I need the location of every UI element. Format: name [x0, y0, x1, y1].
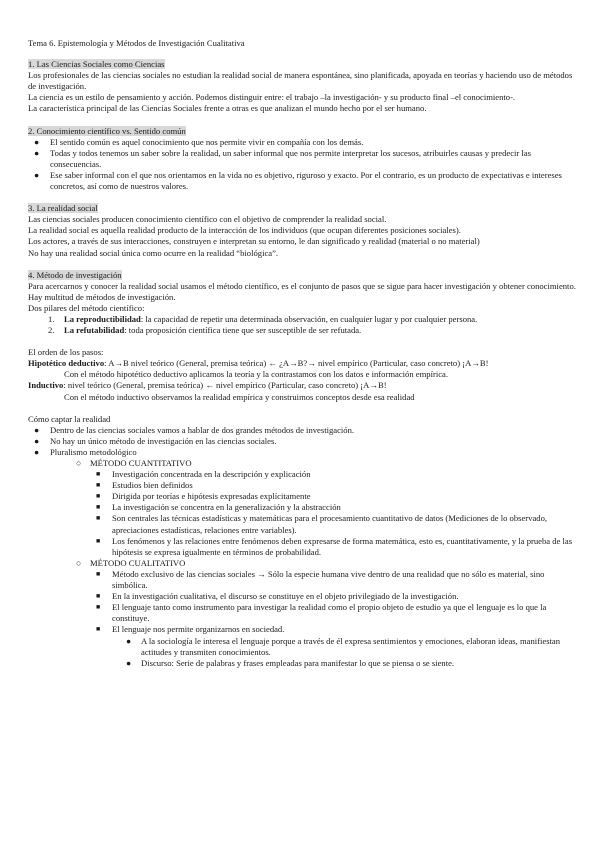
- spacer: [28, 192, 576, 203]
- list-item-text: Todas y todos tenemos un saber sobre la realidad, un saber informal que nos permite interpretar los sucesos, atribuirles causas y predecir las consecuencias.: [50, 147, 531, 169]
- s3-paragraph-3: Los actores, a través de sus interacciones, construyen e interpretan su entorno, le dan significado y realidad (material o no material): [28, 236, 480, 247]
- list-item-text: Son centrales las técnicas estadísticas y matemáticas para el procesamiento cuantitativo de datos (Mediciones de lo observado, apreciaciones estadísticas, relaciones entre variables).: [112, 513, 548, 535]
- s2-bullet-list: [28, 137, 576, 192]
- list-item: [28, 624, 576, 635]
- list-item-text: El lenguaje nos permite organizarnos en sociedad.: [112, 624, 285, 635]
- list-item-text: Pluralismo metodológico: [50, 446, 137, 457]
- inductive-note: Con el método inductivo observamos la realidad empírica y construimos conceptos desde esa realidad: [64, 391, 415, 402]
- list-number: 2.: [48, 325, 55, 336]
- square-bullet-icon: ■: [96, 625, 101, 634]
- square-bullet-icon: ■: [96, 569, 101, 578]
- list-item: [28, 314, 576, 325]
- s4-pillars-intro: Dos pilares del método científico:: [28, 302, 145, 313]
- list-item: [28, 469, 576, 480]
- list-item: [28, 325, 576, 336]
- list-item: [28, 502, 576, 513]
- inductive-text: : nivel teórico (General, premisa teórica) ← nivel empírico (Particular, caso concreto) ¡A→B!: [63, 380, 387, 391]
- list-item: [28, 425, 576, 436]
- section-2-heading-text: 2. Conocimiento científico vs. Sentido común: [28, 125, 186, 136]
- list-item: [28, 569, 576, 591]
- section-1-heading-text: 1. Las Ciencias Sociales como Ciencias: [28, 59, 165, 70]
- section-3-heading: [28, 203, 576, 214]
- square-bullet-icon: ■: [96, 492, 101, 501]
- bullet-icon: ●: [34, 435, 40, 446]
- list-item: [28, 636, 576, 658]
- section-4-heading-text: 4. Método de investigación: [28, 269, 122, 280]
- s3-paragraph-1: Las ciencias sociales producen conocimiento científico con el objetivo de comprender la realidad social.: [28, 214, 387, 225]
- qualitative-method-item: [28, 558, 576, 569]
- circle-bullet-icon: ○: [76, 458, 82, 468]
- list-item-text: Los fenómenos y las relaciones entre fenómenos deben expresarse de forma matemática, esto es, cuantitativamente, y la prueba de las hipótesis se expresa igualmente en términos de probabilidad.: [112, 535, 573, 557]
- list-item-text: Investigación concentrada en la descripción y explicación: [112, 469, 311, 480]
- hypothetico-note: Con el método hipotético deductivo aplicamos la teoría y la contrastamos con los datos e información empírica.: [64, 369, 448, 380]
- s4-intro: Para acercarnos y conocer la realidad social usamos el método científico, es el conjunto de pasos que se sigue para hacer investigación y obtener conocimiento. Hay multitud de métodos de investigación.: [28, 280, 576, 302]
- list-item-text: Método exclusivo de las ciencias sociales → Sólo la especie humana vive dentro de una realidad que no sólo es material, sino simbólica.: [112, 568, 545, 591]
- circle-bullet-icon: ○: [76, 557, 82, 568]
- list-item-text: Dentro de las ciencias sociales vamos a hablar de dos grandes métodos de investigación.: [50, 424, 355, 435]
- list-item: [28, 137, 576, 148]
- document-page: [28, 38, 576, 669]
- bullet-icon: ●: [34, 169, 40, 180]
- list-item-text: Dirigida por teorías e hipótesis expresadas explícitamente: [112, 491, 311, 502]
- square-bullet-icon: ■: [96, 514, 101, 523]
- spacer: [28, 336, 576, 347]
- list-item-text: A la sociología le interesa el lenguaje porque a través de él expresa sentimientos y emociones, elaboran ideas, manifiestan actitudes y transmiten conocimientos.: [141, 635, 561, 657]
- pillar-term: La reproductibilidad: [64, 313, 141, 324]
- list-item: [28, 480, 576, 491]
- bullet-icon: ●: [126, 657, 132, 668]
- inductive-line: [28, 380, 576, 391]
- hypothetico-deductive-line: [28, 358, 576, 369]
- list-item: [28, 170, 576, 192]
- hypothetico-text: : A→B nivel teórico (General, premisa teórica) ← ¿A→B?→ nivel empírico (Particular, caso concreto) ¡A→B!: [104, 358, 489, 369]
- list-item: [28, 658, 576, 669]
- list-item-text: El sentido común es aquel conocimiento que nos permite vivir en compañía con los demás.: [50, 136, 364, 147]
- s1-paragraph-1: Los profesionales de las ciencias sociales no estudian la realidad social de manera espontánea, sino planificada, apoyada en teorías y haciendo uso de métodos de investigación.: [28, 70, 573, 92]
- list-number: 1.: [48, 313, 55, 324]
- qualitative-method-label: MÉTODO CUALITATIVO: [90, 557, 186, 568]
- hypothetico-term: Hipotético deductivo: [28, 358, 105, 369]
- list-item: [28, 148, 576, 170]
- s3-paragraph-2: La realidad social es aquella realidad producto de la interacción de los individuos (que ocupan diferentes posiciones sociales).: [28, 225, 461, 236]
- s3-paragraph-4: No hay una realidad social única como ocurre en la realidad “biológica”.: [28, 247, 279, 258]
- bullet-icon: ●: [34, 424, 40, 435]
- section-1-heading: [28, 59, 576, 70]
- bullet-icon: ●: [34, 136, 40, 147]
- bullet-icon: ●: [126, 635, 132, 646]
- square-bullet-icon: ■: [96, 603, 101, 612]
- spacer: [28, 115, 576, 126]
- bullet-icon: ●: [34, 446, 40, 457]
- square-bullet-icon: ■: [96, 481, 101, 490]
- list-item: [28, 447, 576, 458]
- bullet-icon: ●: [34, 147, 40, 158]
- square-bullet-icon: ■: [96, 592, 101, 601]
- section-2-heading: [28, 126, 576, 137]
- quantitative-method-label: MÉTODO CUANTITATIVO: [90, 458, 192, 468]
- list-item: [28, 536, 576, 558]
- quantitative-method-item: [28, 458, 576, 469]
- list-item-text: En la investigación cualitativa, el discurso se constituye en el objeto privilegiado de la investigación.: [112, 591, 459, 602]
- pillar-term: La refutabilidad: [64, 325, 125, 336]
- s5-bullet-list: [28, 425, 576, 669]
- spacer: [28, 259, 576, 270]
- s4-pillars-list: [28, 314, 576, 336]
- s1-paragraph-3: La característica principal de las Ciencias Sociales frente a otras es que analizan el mundo hecho por el ser humano.: [28, 103, 427, 114]
- list-item-text: No hay un único método de investigación en las ciencias sociales.: [50, 435, 277, 446]
- document-title: Tema 6. Epistemología y Métodos de Investigación Cualitativa: [28, 38, 245, 48]
- list-item-text: El lenguaje tanto como instrumento para investigar la realidad como el propio objeto de estudio ya que el lenguaje es lo que la constituye.: [112, 602, 547, 624]
- pillar-text: : toda proposición científica tiene que ser susceptible de ser refutada.: [124, 325, 362, 336]
- list-item: [28, 491, 576, 502]
- list-item-text: Estudios bien definidos: [112, 480, 193, 491]
- square-bullet-icon: ■: [96, 503, 101, 512]
- square-bullet-icon: ■: [96, 536, 101, 545]
- pillar-text: : la capacidad de repetir una determinada observación, en cualquier lugar y por cualquier persona.: [140, 313, 478, 324]
- section-3-heading-text: 3. La realidad social: [28, 203, 98, 214]
- order-title: El orden de los pasos:: [28, 347, 104, 358]
- list-item-text: La investigación se concentra en la generalización y la abstracción: [112, 502, 341, 513]
- list-item: [28, 591, 576, 602]
- list-item-text: Ese saber informal con el que nos orientamos en la vida no es objetivo, riguroso y exacto. Por el contrario, es un producto de expectativas e intereses concretos, así como de nuestros valores.: [50, 169, 562, 192]
- list-item: [28, 436, 576, 447]
- section-4-heading: [28, 270, 576, 281]
- inductive-term: Inductivo: [28, 380, 64, 391]
- s1-paragraph-2: La ciencia es un estilo de pensamiento y acción. Podemos distinguir entre: el trabajo –la investigación- y su producto final –el conocimiento-.: [28, 92, 516, 103]
- square-bullet-icon: ■: [96, 470, 101, 479]
- capture-reality-title: Cómo captar la realidad: [28, 413, 111, 424]
- list-item-text: Discurso: Serie de palabras y frases empleadas para manifestar lo que se piensa o se siente.: [141, 657, 455, 668]
- spacer: [28, 403, 576, 414]
- list-item: [28, 602, 576, 624]
- list-item: [28, 513, 576, 535]
